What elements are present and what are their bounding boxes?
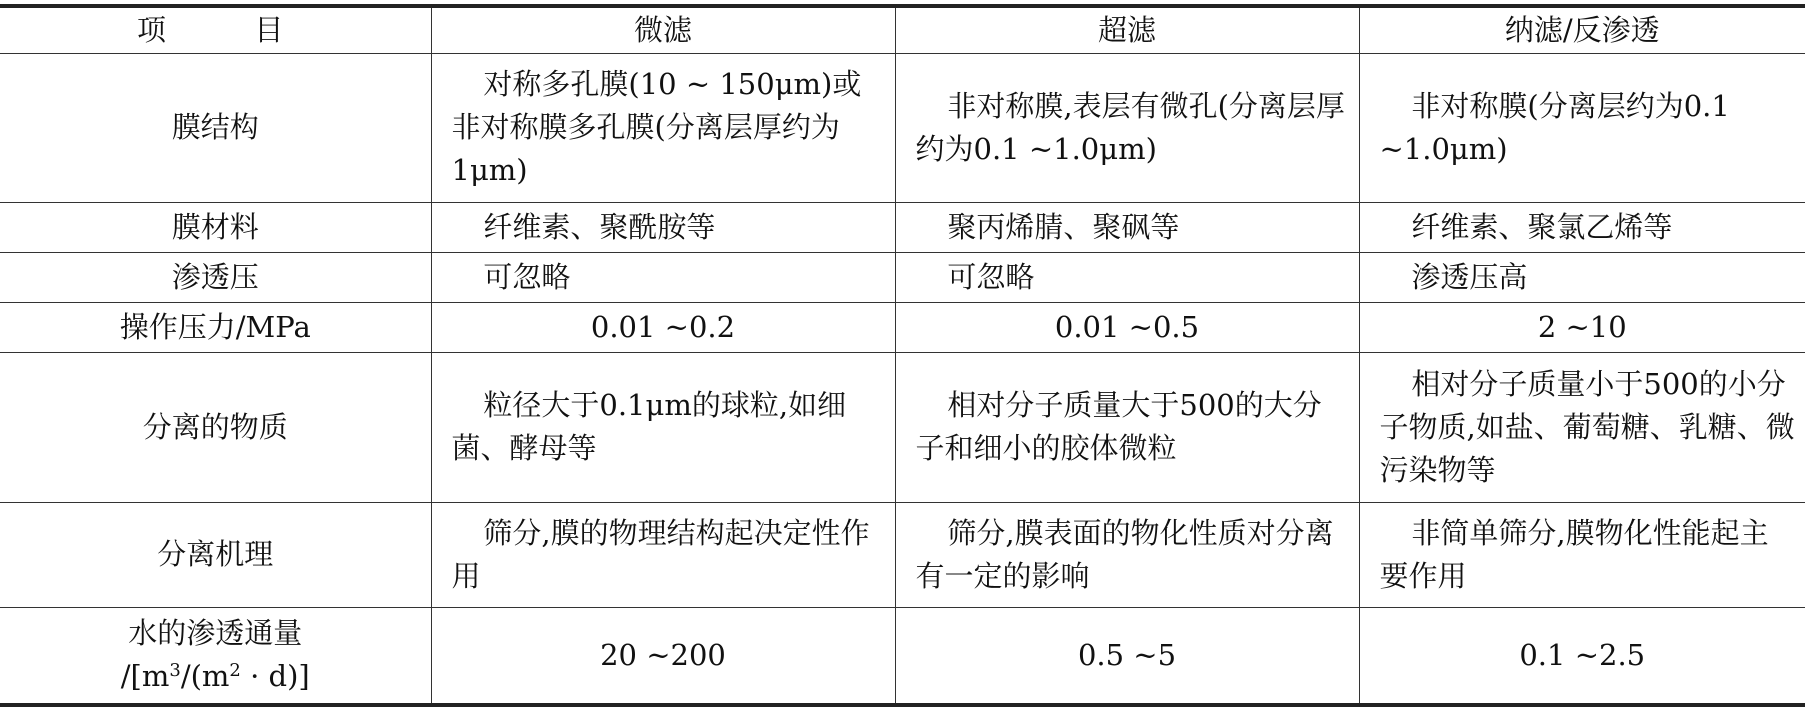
flux-unit-exponent-square: 2: [229, 660, 241, 682]
membrane-comparison-table: [0, 4, 1805, 707]
cell-separated-substances-ultrafiltration: 相对分子质量大于500的大分子和细小的胶体微粒: [895, 352, 1359, 502]
flux-unit-suffix: · d)]: [240, 659, 310, 694]
comparison-table-container: [0, 4, 1805, 707]
header-microfiltration: 微滤: [431, 6, 895, 53]
cell-membrane-structure-microfiltration: 对称多孔膜(10 ~ 150μm)或非对称膜多孔膜(分离层厚约为1μm): [431, 53, 895, 202]
table-row-separation-mechanism: [0, 502, 1805, 607]
water-flux-unit: [8, 655, 423, 698]
row-label-membrane-material: 膜材料: [0, 202, 431, 252]
row-label-operating-pressure: 操作压力/MPa: [0, 302, 431, 352]
table-row-membrane-material: [0, 202, 1805, 252]
cell-separated-substances-microfiltration: 粒径大于0.1μm的球粒,如细菌、酵母等: [431, 352, 895, 502]
cell-membrane-structure-ultrafiltration: 非对称膜,表层有微孔(分离层厚约为0.1 ~1.0μm): [895, 53, 1359, 202]
cell-separation-mechanism-microfiltration: 筛分,膜的物理结构起决定性作用: [431, 502, 895, 607]
table-row-membrane-structure: [0, 53, 1805, 202]
cell-operating-pressure-microfiltration: 0.01 ~0.2: [431, 302, 895, 352]
cell-membrane-material-microfiltration: 纤维素、聚酰胺等: [431, 202, 895, 252]
cell-separation-mechanism-ultrafiltration: 筛分,膜表面的物化性质对分离有一定的影响: [895, 502, 1359, 607]
row-label-separation-mechanism: 分离机理: [0, 502, 431, 607]
cell-water-flux-ultrafiltration: 0.5 ~5: [895, 607, 1359, 705]
table-header-row: [0, 6, 1805, 53]
table-row-separated-substances: [0, 352, 1805, 502]
table-row-water-flux: [0, 607, 1805, 705]
row-label-separated-substances: 分离的物质: [0, 352, 431, 502]
cell-operating-pressure-ultrafiltration: 0.01 ~0.5: [895, 302, 1359, 352]
cell-separation-mechanism-nf-ro: 非简单筛分,膜物化性能起主要作用: [1359, 502, 1805, 607]
header-nanofiltration-reverse-osmosis: 纳滤/反渗透: [1359, 6, 1805, 53]
cell-membrane-material-ultrafiltration: 聚丙烯腈、聚砜等: [895, 202, 1359, 252]
row-label-osmotic-pressure: 渗透压: [0, 252, 431, 302]
header-ultrafiltration: 超滤: [895, 6, 1359, 53]
cell-osmotic-pressure-microfiltration: 可忽略: [431, 252, 895, 302]
cell-membrane-structure-nf-ro: 非对称膜(分离层约为0.1 ~1.0μm): [1359, 53, 1805, 202]
header-item: 项 目: [0, 6, 431, 53]
cell-operating-pressure-nf-ro: 2 ~10: [1359, 302, 1805, 352]
cell-water-flux-microfiltration: 20 ~200: [431, 607, 895, 705]
cell-water-flux-nf-ro: 0.1 ~2.5: [1359, 607, 1805, 705]
row-label-water-flux: [0, 607, 431, 705]
row-label-membrane-structure: 膜结构: [0, 53, 431, 202]
cell-separated-substances-nf-ro: 相对分子质量小于500的小分子物质,如盐、葡萄糖、乳糖、微污染物等: [1359, 352, 1805, 502]
water-flux-label-text: 水的渗透通量: [128, 616, 303, 651]
cell-membrane-material-nf-ro: 纤维素、聚氯乙烯等: [1359, 202, 1805, 252]
flux-unit-prefix: /[m: [120, 659, 170, 694]
table-row-operating-pressure: [0, 302, 1805, 352]
flux-unit-exponent-cubic: 3: [169, 660, 181, 682]
cell-osmotic-pressure-nf-ro: 渗透压高: [1359, 252, 1805, 302]
cell-osmotic-pressure-ultrafiltration: 可忽略: [895, 252, 1359, 302]
table-row-osmotic-pressure: [0, 252, 1805, 302]
flux-unit-middle: /(m: [180, 659, 230, 694]
